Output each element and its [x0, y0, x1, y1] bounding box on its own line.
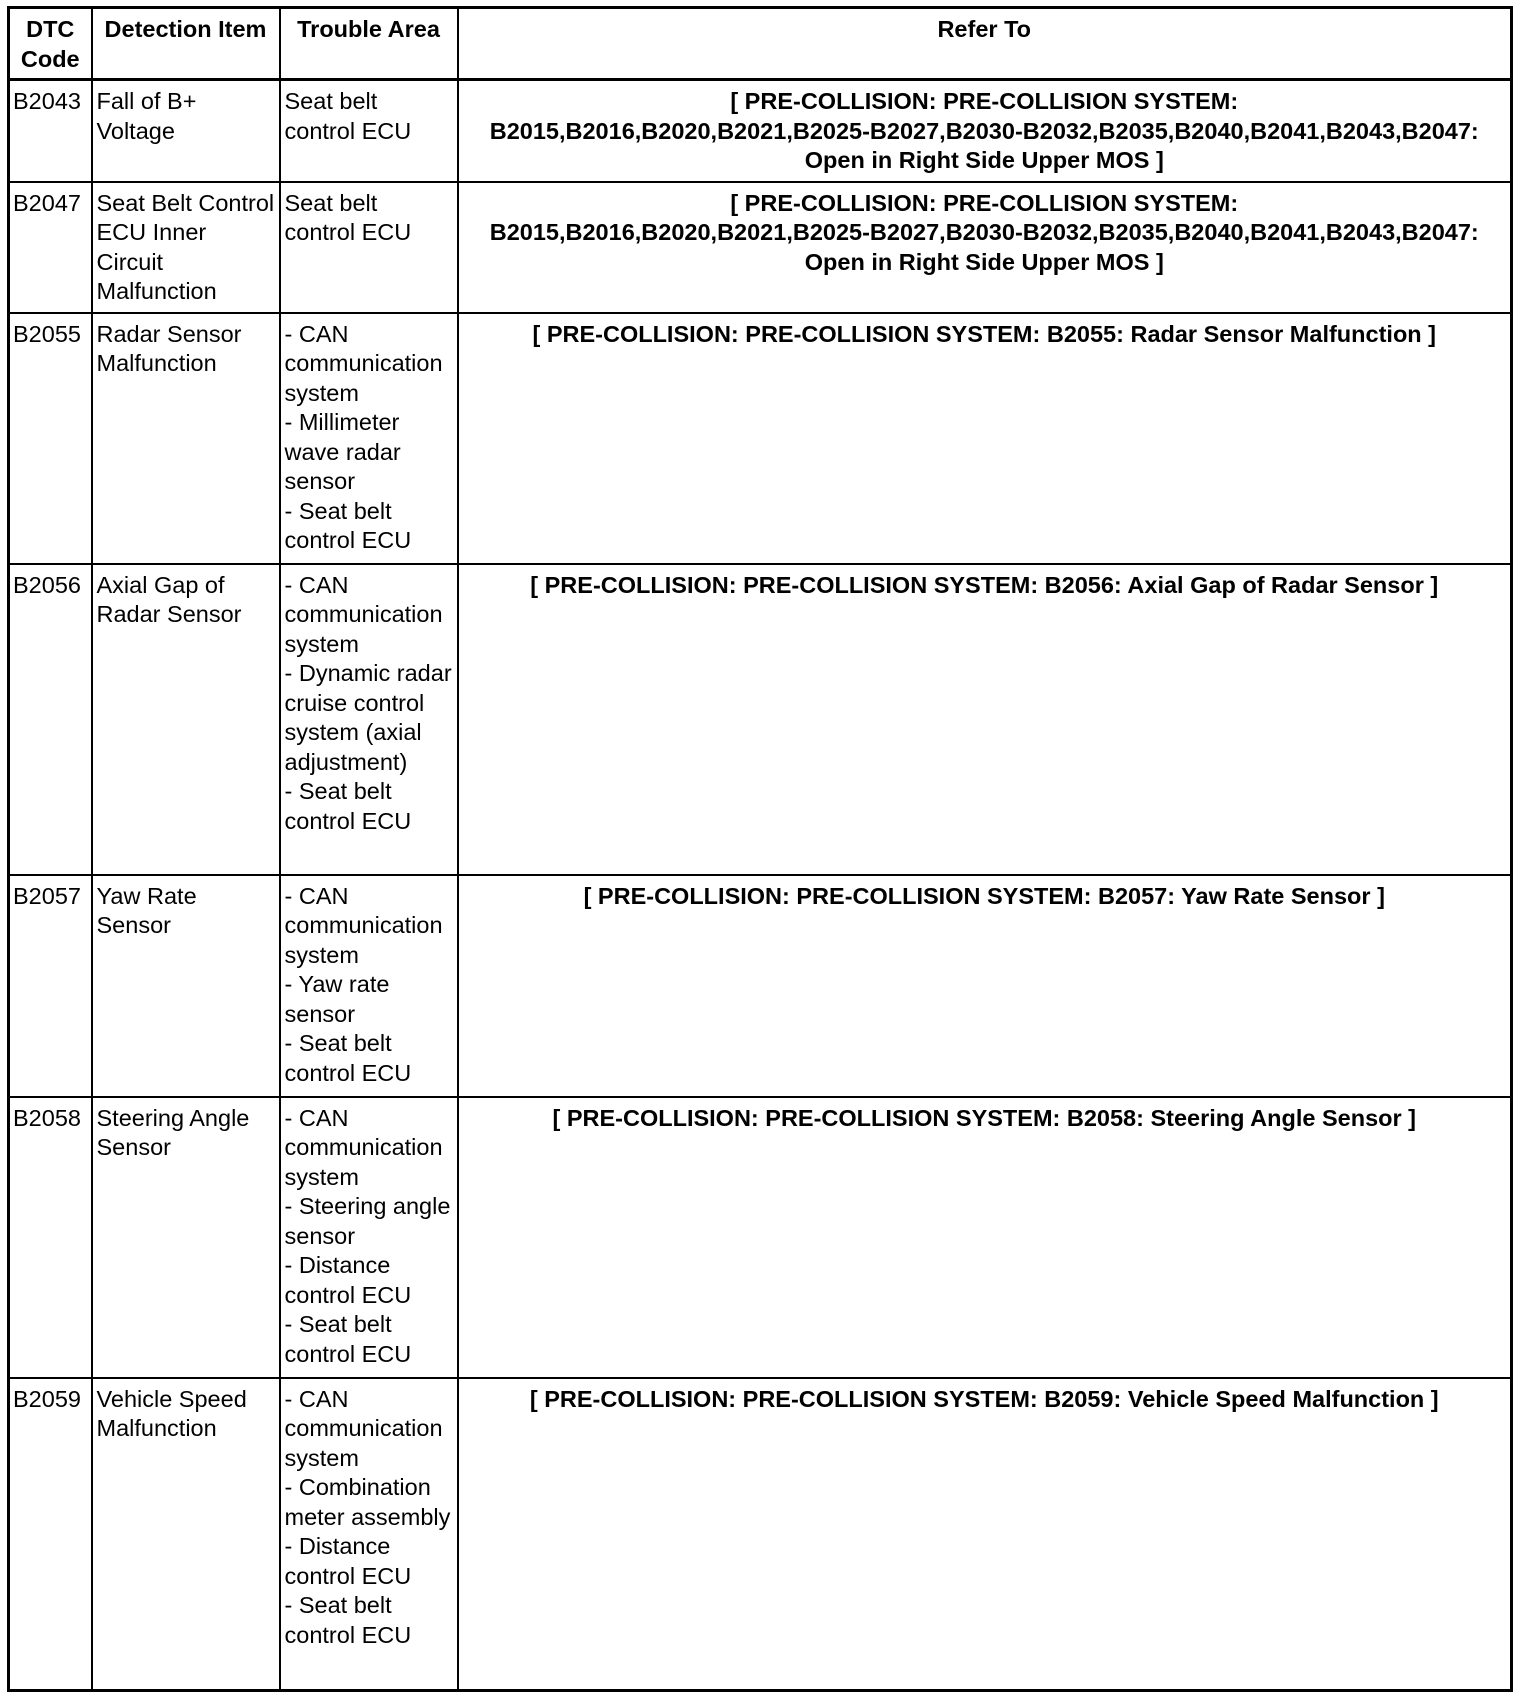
detection-item-cell: Radar Sensor Malfunction	[92, 313, 280, 564]
trouble-area-cell	[280, 182, 458, 313]
dtc-code-cell: B2058	[9, 1097, 92, 1378]
detection-item-cell: Fall of B+ Voltage	[92, 80, 280, 182]
refer-to-link-line[interactable]: [ PRE-COLLISION: PRE-COLLISION SYSTEM: B2056: Axial Gap of Radar Sensor ]	[530, 571, 1439, 598]
refer-to-link-line[interactable]: B2015,B2016,B2020,B2021,B2025-B2027,B2030-B2032,B2035,B2040,B2041,B2043,B2047:	[489, 219, 1479, 245]
refer-to-link-line[interactable]: [ PRE-COLLISION: PRE-COLLISION SYSTEM:	[730, 88, 1239, 114]
table-row	[9, 182, 1512, 313]
refer-to-link-line[interactable]: [ PRE-COLLISION: PRE-COLLISION SYSTEM:	[730, 189, 1239, 216]
header-refer-to: Refer To	[458, 8, 1512, 80]
trouble-area-cell	[280, 80, 458, 182]
trouble-area-cell	[280, 875, 458, 1097]
trouble-area-entry: - Combination meter assembly	[284, 1474, 451, 1530]
dtc-code-cell: B2055	[9, 313, 92, 564]
trouble-area-cell	[280, 564, 458, 875]
refer-to-cell	[458, 182, 1512, 313]
table-header-row	[9, 8, 1512, 80]
trouble-area-cell	[280, 1378, 458, 1691]
refer-to-link-line[interactable]: [ PRE-COLLISION: PRE-COLLISION SYSTEM: B2057: Yaw Rate Sensor ]	[583, 882, 1385, 909]
table-row	[9, 1378, 1512, 1691]
header-dtc-code	[9, 8, 92, 80]
trouble-area-entry: - Yaw rate sensor	[284, 971, 390, 1027]
dtc-code-cell: B2047	[9, 182, 92, 313]
trouble-area-entry: Seat belt control ECU	[284, 88, 412, 144]
trouble-area-entry: - CAN communication system	[284, 571, 443, 657]
detection-item-cell: Steering Angle Sensor	[92, 1097, 280, 1378]
refer-to-link-line[interactable]: [ PRE-COLLISION: PRE-COLLISION SYSTEM: B2055: Radar Sensor Malfunction ]	[532, 320, 1437, 347]
refer-to-link-line[interactable]: Open in Right Side Upper MOS ]	[804, 248, 1164, 275]
trouble-area-entry: - Steering angle sensor	[284, 1193, 451, 1249]
table-row	[9, 1097, 1512, 1378]
refer-to-link-line[interactable]: [ PRE-COLLISION: PRE-COLLISION SYSTEM: B2059: Vehicle Speed Malfunction ]	[529, 1385, 1439, 1412]
dtc-code-cell: B2057	[9, 875, 92, 1097]
refer-to-link-line[interactable]: Open in Right Side Upper MOS ]	[804, 147, 1164, 173]
header-detection-item: Detection Item	[92, 8, 280, 80]
refer-to-link-line[interactable]: [ PRE-COLLISION: PRE-COLLISION SYSTEM: B2058: Steering Angle Sensor ]	[552, 1104, 1416, 1131]
trouble-area-entry: - Seat belt control ECU	[284, 1311, 412, 1367]
detection-item-cell: Yaw Rate Sensor	[92, 875, 280, 1097]
refer-to-cell	[458, 1097, 1512, 1378]
detection-item-cell: Vehicle Speed Malfunction	[92, 1378, 280, 1691]
trouble-area-entry: - Seat belt control ECU	[284, 1030, 412, 1086]
refer-to-cell	[458, 875, 1512, 1097]
refer-to-cell	[458, 1378, 1512, 1691]
refer-to-cell	[458, 80, 1512, 182]
dtc-code-cell: B2059	[9, 1378, 92, 1691]
table-row	[9, 80, 1512, 182]
trouble-area-entry: - CAN communication system	[284, 320, 443, 406]
table-row	[9, 564, 1512, 875]
trouble-area-entry: - Seat belt control ECU	[284, 1592, 412, 1648]
trouble-area-entry: - Seat belt control ECU	[284, 778, 412, 834]
trouble-area-entry: - CAN communication system	[284, 1385, 443, 1471]
refer-to-cell	[458, 564, 1512, 875]
detection-item-cell: Seat Belt Control ECU Inner Circuit Malfunction	[92, 182, 280, 313]
header-trouble-area: Trouble Area	[280, 8, 458, 80]
trouble-area-entry: - CAN communication system	[284, 1104, 443, 1190]
trouble-area-entry: - Seat belt control ECU	[284, 497, 412, 553]
header-dtc-code-line2: Code	[20, 45, 80, 72]
trouble-area-entry: - Distance control ECU	[284, 1533, 412, 1589]
trouble-area-entry: - CAN communication system	[284, 882, 443, 968]
refer-to-cell	[458, 313, 1512, 564]
table-row	[9, 875, 1512, 1097]
dtc-code-cell: B2056	[9, 564, 92, 875]
trouble-area-entry: - Dynamic radar cruise control system (axial adjustment)	[284, 660, 452, 775]
table-row	[9, 313, 1512, 564]
trouble-area-entry: - Distance control ECU	[284, 1252, 412, 1308]
trouble-area-cell	[280, 313, 458, 564]
trouble-area-entry: Seat belt control ECU	[284, 189, 412, 245]
dtc-table	[7, 6, 1513, 1692]
header-dtc-code-line1: DTC	[26, 16, 75, 42]
trouble-area-cell	[280, 1097, 458, 1378]
refer-to-link-line[interactable]: B2015,B2016,B2020,B2021,B2025-B2027,B2030-B2032,B2035,B2040,B2041,B2043,B2047:	[489, 117, 1479, 144]
dtc-code-cell: B2043	[9, 80, 92, 182]
trouble-area-entry: - Millimeter wave radar sensor	[284, 409, 401, 494]
detection-item-cell: Axial Gap of Radar Sensor	[92, 564, 280, 875]
